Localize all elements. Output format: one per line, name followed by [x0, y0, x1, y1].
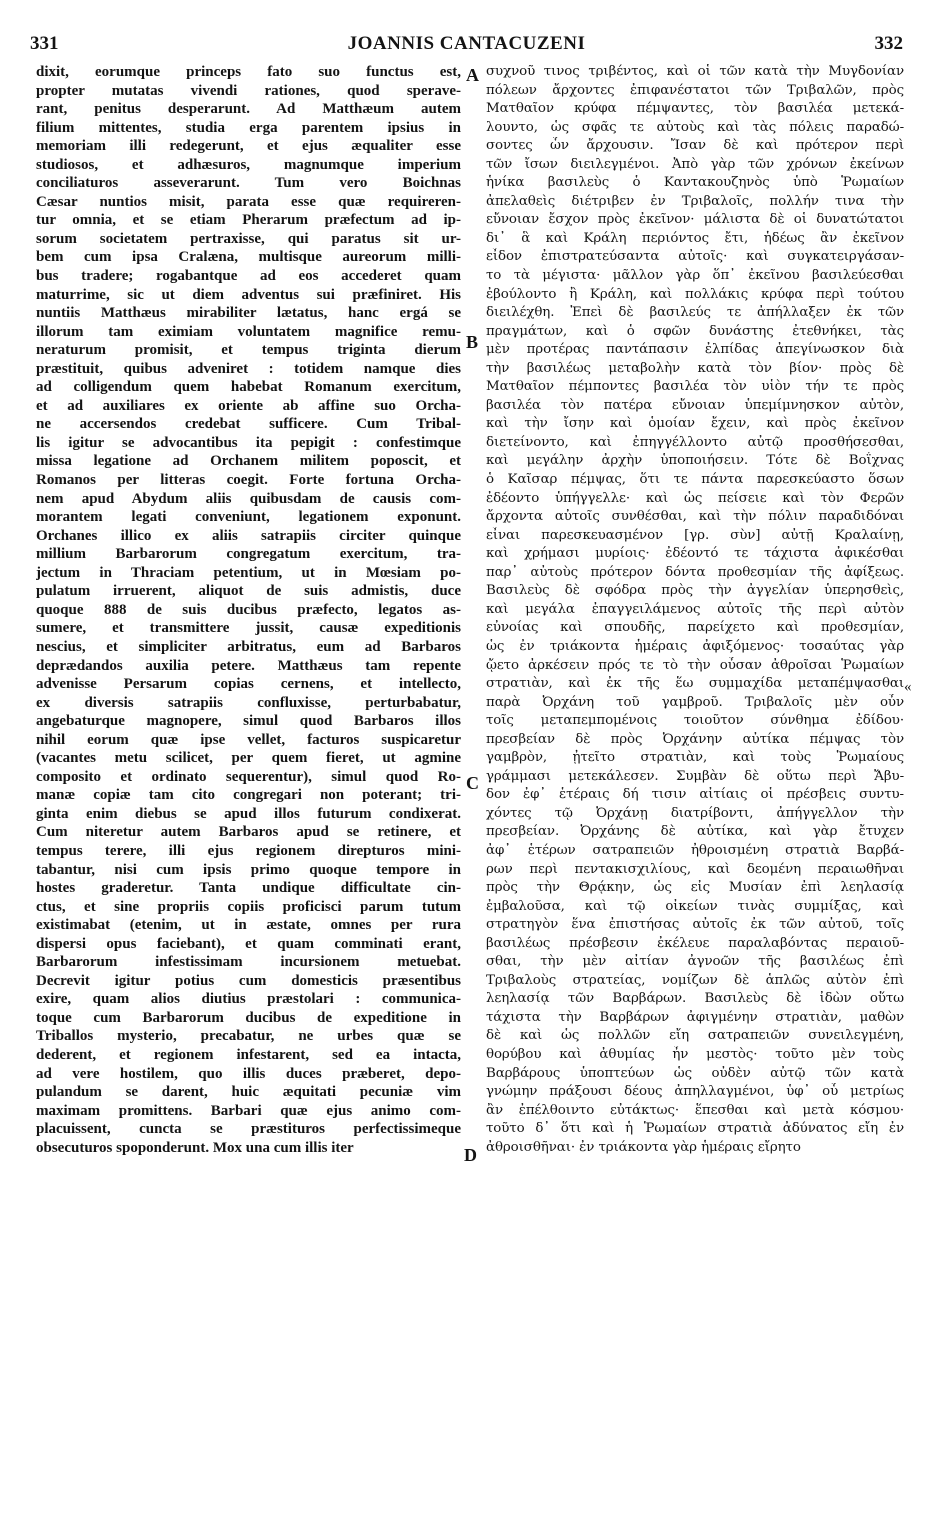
text-line: ὁ Καῖσαρ πέμψας, ὅτι τε πάντα παρεσκεύαστο ὅσων	[486, 472, 904, 488]
text-line: Triballos mysterio, precabatur, ne urbes quæ se	[36, 1028, 461, 1045]
text-line: Orchanes illico ex aliis satrapiis circiter quinque	[36, 527, 461, 544]
text-line: Cum niteretur autem Barbaros apud se retinere, et	[36, 824, 461, 841]
text-line: bem cum ipsa Cralæna, multisque aureorum milli-	[36, 249, 461, 266]
text-line: ἡνίκα βασιλεὺς ὁ Καντακουζηνὸς ὑπὸ Ῥωμαίων	[486, 175, 904, 191]
text-line: Ματθαῖον κρύφα πέμψαντες, τὸν βασιλέα μετεκά-	[486, 101, 904, 117]
text-line: ἄρχοντα αὐτοῖς συνθέσθαι, καὶ τὴν πόλιν παραδιδόναι	[486, 509, 904, 525]
text-line: ex diversis satrapiis confluxisse, perturbabatur,	[36, 694, 461, 711]
text-line: quoque 888 de suis ducibus præfecto, legatos as-	[36, 601, 461, 618]
text-line: conciliaturos asseverarunt. Tum vero Boichnas	[36, 175, 461, 192]
text-line: ctus, et sine propriis copiis proficisci parum tutum	[36, 898, 461, 915]
text-line: nihil eorum quæ ipse vellet, facturos suspicaretur	[36, 731, 461, 748]
page-number-right: 332	[874, 33, 903, 54]
text-line: tur omnia, et se etiam Pherarum præfectum ad ip-	[36, 212, 461, 229]
text-line: τάχιστα τὴν Βαρβάρων ἀφιγμένην στρατιὰν, μαθὼν	[486, 1009, 904, 1025]
text-line: παρὰ Ὀρχάνη τοῦ γαμβροῦ. Τριβαλοῖς μὲν οὖν	[486, 694, 904, 710]
text-line: placuissent, cuncta se præstituros perfectissimeque	[36, 1121, 461, 1138]
text-line: στρατιὰν, καὶ ἐκ τῆς ἕω συμμαχίδα μεταπέμψασθαι	[486, 676, 904, 692]
text-line: ad vere hostilem, quo illis duces præberet, depo-	[36, 1065, 461, 1082]
text-line: Βασιλεὺς δὲ σφόδρα πρὸς τὴν ἀγγελίαν ὑπερησθεὶς,	[486, 583, 904, 599]
text-line: ne accersendos credebat sufficere. Cum Tribal-	[36, 416, 461, 433]
text-line: existimabat (etenim, ut in æstate, omnes per rura	[36, 917, 461, 934]
text-line: τῶν ἴσων διειλεγμένοι. Ἀπὸ γὰρ τῶν χρόνων ἐκείνων	[486, 156, 904, 172]
text-line: advenisse Persarum copias cernens, et intellecto,	[36, 676, 461, 693]
text-line: ἐμβαλοῦσα, καὶ τῷ οἰκείων τινὰς συμμίξας, καὶ	[486, 898, 904, 914]
text-line: rant, penitus desperarunt. Ad Matthæum autem	[36, 101, 461, 118]
text-line: λεηλασίᾳ τῶν Βαρβάρων. Βασιλεὺς δὲ ἰδὼν οὕτω	[486, 991, 904, 1007]
text-line: βασιλέα τὸν πατέρα εὔνοιαν ὑπεμίμνησκον αὐτὸν,	[486, 397, 904, 413]
text-line: sumere, et transmittere jussit, causæ expeditionis	[36, 620, 461, 637]
text-line: πόλεων ἄρχοντες ἐπιφανέστατοι τῶν Τριβαλῶν, πρὸς	[486, 82, 904, 98]
text-line: dispersi opus faciebant), et quam comminati erant,	[36, 935, 461, 952]
text-line: Decrevit igitur potius cum domesticis præsentibus	[36, 972, 461, 989]
text-line: σοντες ὧν ἄρχουσιν. Ἴσαν δὲ καὶ πρότερον περὶ	[486, 138, 904, 154]
text-line: τοῖς μεταπεμπομένοις τοιοῦτον σύνθημα ἐδίδου·	[486, 713, 904, 729]
text-line: Barbarorum infestissimam incursionem metuebat.	[36, 954, 461, 971]
text-line: millium Barbarorum congregatum exercitum, tra-	[36, 546, 461, 563]
text-line: λουντο, ὡς σφᾶς τε αὐτοὺς καὶ τὰς πόλεις παραδώ-	[486, 119, 904, 135]
text-line: ἀφ᾽ ἑτέρων σατραπειῶν ἠθροισμένη στρατιὰ Βαρβά-	[486, 842, 904, 858]
text-line: γράμμασι μετεκάλεσεν. Συμβὰν δὲ οὕτω περὶ Ἄβυ-	[486, 768, 904, 784]
page-number-left: 331	[30, 33, 59, 54]
greek-column	[486, 63, 904, 1157]
section-marker-a: A	[466, 65, 479, 85]
text-line: pulatum irruerent, aliquot de suis admistis, duce	[36, 583, 461, 600]
text-line: bus tradere; rogabantque ad eos accederet quam	[36, 268, 461, 285]
text-line: μὲν προτέρας παντάπασιν ἐλπίδας ἀπεγίνωσκον διὰ	[486, 342, 904, 358]
text-line: παρ᾽ αὐτοὺς πρότερον δόντα προθεσμίαν τῆς ἀφίξεως.	[486, 564, 904, 580]
text-line: Cæsar nuntios misit, parata esse quæ requireren-	[36, 193, 461, 210]
text-line: καὶ μεγάλα ἐπαγγειλάμενος αὐτοῖς τῆς περὶ αὐτὸν	[486, 601, 904, 617]
text-line: composito et ordinato sequerentur), simul quod Ro-	[36, 768, 461, 785]
text-line: neraturum promisit, et tempus triginta dierum	[36, 342, 461, 359]
section-marker-d: D	[464, 1145, 477, 1165]
text-line: εὐνοίας καὶ σπουδῆς, παρείχετο καὶ προθεσμίαν,	[486, 620, 904, 636]
text-line: (vacantes metu scilicet, per quem fieret, ut agmine	[36, 750, 461, 767]
text-line: hostes graderetur. Tanta undique difficultate cin-	[36, 880, 461, 897]
text-line: illorum tam eximiam voluntatem magnifice remu-	[36, 323, 461, 340]
text-line: εὔνοιαν ἔσχον πρὸς ἐκεῖνον· μάλιστα δὲ οἱ δυνατώτατοι	[486, 212, 904, 228]
text-line: deprædandos auxilia petere. Matthæus tam repente	[36, 657, 461, 674]
text-line: lis igitur se advocantibus ita pepigit : confestimque	[36, 434, 461, 451]
text-line: et ad auxiliares ex oriente ab affine suo Orcha-	[36, 397, 461, 414]
text-line: τὴν βασιλέως μεταβολὴν κατὰ τὸν βίον· πρὸς δὲ	[486, 360, 904, 376]
text-line: ἐδέοντο ὑπήγγελλε· καὶ ὡς πείσειε καὶ τὸν Φερῶν	[486, 490, 904, 506]
text-line: καὶ μεγάλην ἀρχὴν ὑποποιήσειν. Τότε δὲ Βοΐχνας	[486, 453, 904, 469]
text-line: manæ copiæ tam cito congregari non poterant; tri-	[36, 787, 461, 804]
text-line: σθαι, τὴν μὲν αἰτίαν ἀγνοῶν τῆς βασιλέως ἐπὶ	[486, 954, 904, 970]
text-line: πρεσβείαν δὲ πρὸς Ὀρχάνην αὐτίκα πέμψας τὸν	[486, 731, 904, 747]
text-line: ginta enim diebus se apud illos futurum condixerat.	[36, 805, 461, 822]
text-line: maximam promittens. Barbari quæ ejus animo com-	[36, 1102, 461, 1119]
text-line: καὶ τὴν ἴσην καὶ ὁμοίαν ἔχειν, καὶ πρὸς ἐκεῖνον	[486, 416, 904, 432]
text-line: ad colligendum quem habebat Romanum exercitum,	[36, 379, 461, 396]
text-line: ἀπελαθεὶς διέτριβεν ἐν Τριβαλοῖς, πολλήν τινα τὴν	[486, 193, 904, 209]
text-line: tempus terere, illi ejus regionem direpturos mini-	[36, 842, 461, 859]
text-line: διετείνοντο, καὶ ἐπηγγέλλοντο αὐτῷ προσθήσεσθαι,	[486, 434, 904, 450]
text-line: maturrime, sic ut diem adventus sui præfiniret. His	[36, 286, 461, 303]
latin-column	[36, 63, 461, 1157]
text-line: Βαρβάρους ὑποπτεύων ὡς οὐδὲν αὐτῷ τῶν κατὰ	[486, 1065, 904, 1081]
text-line: tabantur, nisi cum ipsis primo quoque tempore in	[36, 861, 461, 878]
text-line: εἶναι παρεσκευασμένον [γρ. σὺν] αὐτῇ Κραλαίνῃ,	[486, 527, 904, 543]
page-header	[30, 33, 903, 59]
text-line: πραγμάτων, καὶ ὁ σφῶν δυνάστης ἐτεθνήκει, τὰς	[486, 323, 904, 339]
text-line: præstituit, quibus adveniret : totidem namque dies	[36, 360, 461, 377]
text-line: τοῦτο δ᾽ ὅτι καὶ ἡ Ῥωμαίων στρατιὰ ἀδύνατος εἴη ἐν	[486, 1121, 904, 1137]
text-line: dixit, eorumque princeps fato suo functus est,	[36, 64, 461, 80]
section-marker-b: B	[466, 332, 479, 352]
text-line: ἂν ἐπέλθοιντο εὐτάκτως· ἕπεσθαι καὶ μετὰ κόσμου·	[486, 1102, 904, 1118]
text-line: πρεσβείαν. Ὀρχάνης δὲ αὐτίκα, καὶ γὰρ ἔτυχεν	[486, 824, 904, 840]
text-line: Ματθαῖον πέμποντες βασιλέα τὸν υἱὸν τήν τε πρὸς	[486, 379, 904, 395]
text-line: studiosos, et adhæsuros, magnumque imperium	[36, 156, 461, 173]
text-line: δὲ καὶ ὡς πολλῶν εἴη σατραπειῶν συνειλεγμένη,	[486, 1028, 904, 1044]
text-line: propter mutatas vivendi rationes, quod sperave-	[36, 82, 461, 99]
text-line: στρατηγὸν ἕνα ἐπιστήσας αὐτοῖς ἐκ τῶν αὐτοῦ, τοῖς	[486, 917, 904, 933]
text-line: Romanos per litteras coegit. Forte fortuna Orcha-	[36, 472, 461, 489]
text-line: obsecuturos spoponderunt. Mox una cum illis iter	[36, 1139, 354, 1156]
text-line: διειλέχθη. Ἐπεὶ δὲ βασιλεύς τε ἀπήλλαξεν ἐκ τῶν	[486, 305, 904, 321]
text-line: angebaturque magnopere, simul quod Barbaros illos	[36, 713, 461, 730]
text-line: sorum societatem pertraxisse, qui paratus sit ur-	[36, 230, 461, 247]
text-line: πρὸς τὴν Θρᾴκην, ὡς εἰς Μυσίαν ἐπὶ λεηλασίᾳ	[486, 880, 904, 896]
text-line: γνώμην πράξουσι δέους ἀπηλλαγμένοι, ὑφ᾽ οὗ μετρίως	[486, 1084, 904, 1100]
text-line: δι᾽ ἃ καὶ Κράλη περιόντος ἔτι, ἡδέως ἂν ἐκεῖνον	[486, 230, 904, 246]
text-line: pulandum se darent, huic æquitati pecuniæ vim	[36, 1084, 461, 1101]
text-line: καὶ χρήμασι μυρίοις· ἐδέοντό τε τάχιστα ἀφικέσθαι	[486, 546, 904, 562]
text-line: ἀθροισθῆναι· ἐν τριάκοντα γὰρ ἡμέραις εἴρητο	[486, 1139, 801, 1155]
section-marker-c: C	[466, 773, 479, 793]
text-line: filium mittentes, studia erga parentem ipsius in	[36, 119, 461, 136]
text-line: ὡς ἐν τριάκοντα ἡμέραις ἀφιξόμενος· τοσαύτας γὰρ	[486, 638, 904, 654]
text-line: nescius, et simpliciter arbitratus, eum ad Barbaros	[36, 638, 461, 655]
text-line: memoriam illi redegerunt, et ejus æqualiter esse	[36, 138, 461, 155]
text-line: toque cum Barbarorum ducibus de expeditione in	[36, 1009, 461, 1026]
text-line: dederent, et regionem infestarent, sed ea intacta,	[36, 1046, 461, 1063]
text-line: ᾤετο ἀρκέσειν πρός τε τὸ τὴν οὖσαν ἀθροῖσαι Ῥωμαίων	[486, 657, 904, 673]
text-line: ρων περὶ πεντακισχιλίους, καὶ δεομένη περαιωθῆναι	[486, 861, 904, 877]
text-line: jectum in Thraciam petentium, ut in Mœsiam po-	[36, 564, 461, 581]
text-line: χόντες τῷ Ὀρχάνῃ διατρίβοντι, ἀπήγγελλον τὴν	[486, 805, 904, 821]
text-line: nem apud Abydum aliis quibusdam de causis com-	[36, 490, 461, 507]
text-line: morantem legati conveniunt, legationem exponunt.	[36, 509, 461, 526]
text-line: γαμβρὸν, ᾐτεῖτο στρατιὰν, καὶ τοὺς Ῥωμαίους	[486, 750, 904, 766]
text-line: exire, quam alios diutius præstolari : communica-	[36, 991, 461, 1008]
text-line: missa legatione ad Orchanem militem poposcit, et	[36, 453, 461, 470]
text-line: θορύβου καὶ ἀθυμίας ἦν μεστὸς· τοῦτο μὲν τοὺς	[486, 1046, 904, 1062]
text-line: δον ἐφ᾽ ἑτέραις δή τισιν αἰτίαις οἱ πρέσβεις συντυ-	[486, 787, 904, 803]
margin-mark: «	[904, 679, 912, 695]
text-line: βασιλέως πρέσβεσιν ἐκέλευε παραλαβόντας περαιοῦ-	[486, 935, 904, 951]
text-line: nuntiis Matthæus mirabiliter lætatus, hanc ergá se	[36, 305, 461, 322]
running-title: JOANNIS CANTACUZENI	[347, 33, 586, 54]
text-line: Τριβαλοὺς στρατείας, νομίζων δὲ ἁπλῶς αὐτὸν ἐπὶ	[486, 972, 904, 988]
text-line: το τὰ μέγιστα· μᾶλλον γὰρ ὅπ᾽ ἐκεῖνου βασιλεύεσθαι	[486, 268, 904, 284]
text-line: συχνοῦ τινος τριβέντος, καὶ οἱ τῶν κατὰ τὴν Μυγδονίαν	[486, 64, 904, 79]
text-line: ἐβούλοντο ἢ Κράλη, καὶ πολλάκις κρύφα περὶ τούτου	[486, 286, 904, 302]
text-line: εἶδον ἐπιστρατεύσαντα αὐτοῖς· καὶ συγκατειργάσαν-	[486, 249, 904, 265]
